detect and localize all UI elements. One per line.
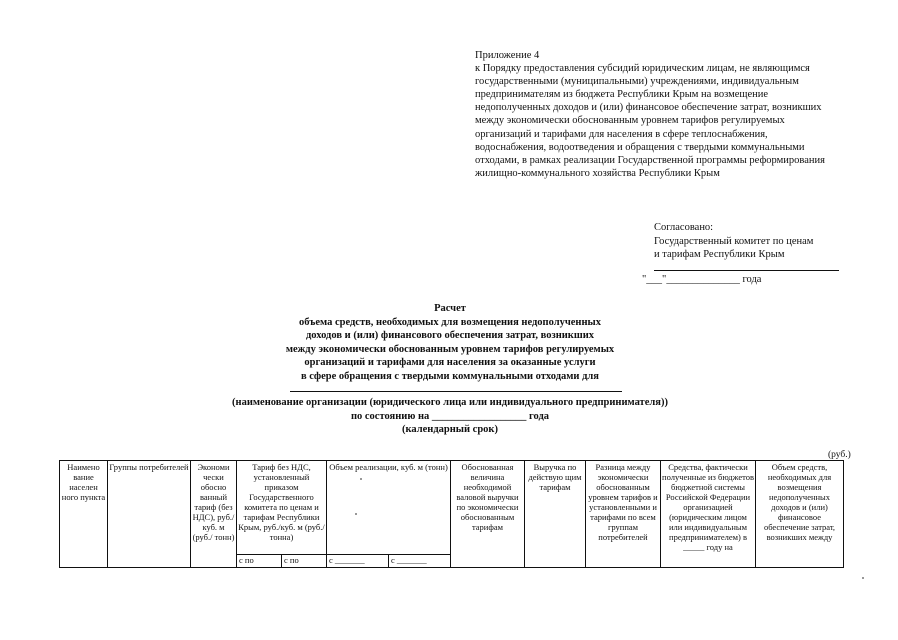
calculation-table	[59, 460, 844, 568]
approval-date-line: "___"______________ года	[642, 274, 762, 285]
annex-line: между экономически обоснованным уровнем тарифов регулируемых	[475, 115, 785, 127]
header-economic-tariff: Экономи чески обосно ванный тариф (без НДС), руб./куб. м (руб./ тонн)	[191, 461, 237, 568]
annex-block	[475, 49, 885, 180]
annex-line: отходами, в рамках реализации Государственной программы реформирования	[475, 154, 825, 166]
header-current-revenue: Выручка по действую щим тарифам	[525, 461, 586, 568]
organization-name-line	[290, 391, 622, 392]
annex-line: жилищно-коммунального хозяйства Республики Крым	[475, 167, 720, 179]
annex-line: недополученных доходов и (или) финансовое обеспечение затрат, возникших	[475, 102, 822, 114]
header-required-funds: Объем средств, необходимых для возмещения недополученных доходов и (или) финансовое обеспечение затрат, возникших между	[756, 461, 844, 568]
title-line: организаций и тарифами для населения за оказанные услуги	[304, 357, 596, 369]
subtitle-line: (календарный срок)	[402, 424, 498, 436]
title-line: доходов и (или) финансового обеспечения затрат, возникших	[305, 330, 595, 342]
document-title	[180, 302, 720, 384]
title-line: объема средств, необходимых для возмещения недополученных	[299, 316, 601, 328]
volume-period-cell: с _______	[389, 554, 451, 567]
title-line: в сфере обращения с твердыми коммунальными отходами для	[301, 370, 599, 382]
header-settlement: Наимено вание населен ного пункта	[60, 461, 108, 568]
scan-artifact	[355, 513, 357, 515]
header-budget-funds: Средства, фактически полученные из бюджетов бюджетной системы Российской Федерации организацией (юридическим лицом или индивидуальным предпринимателем) в _____ году на	[661, 461, 756, 568]
title-line: Расчет	[434, 303, 466, 314]
annex-line: организаций и тарифами для населения в сфере теплоснабжения,	[475, 128, 768, 140]
annex-line: Приложение 4	[475, 50, 540, 61]
annex-line: к Порядку предоставления субсидий юридическим лицам, не являющимся	[475, 63, 810, 75]
document-subtitle	[180, 396, 720, 437]
tariff-period-cell: с по	[237, 554, 282, 567]
annex-line: водоснабжения, водоотведения и обращения с твердыми коммунальными	[475, 141, 805, 153]
title-line: между экономически обоснованным уровнем тарифов регулируемых	[285, 343, 615, 355]
approval-block	[654, 221, 813, 262]
annex-line: предпринимателям из бюджета Республики Крым на возмещение	[475, 89, 769, 101]
header-tariff-difference: Разница между экономически обоснованным уровнем тарифов и установленными и тарифами по всем группам потребителей	[586, 461, 661, 568]
signature-line	[654, 270, 839, 271]
subtitle-line: (наименование организации (юридического лица или индивидуального предпринимателя))	[232, 397, 668, 408]
tariff-period-cell: с по	[282, 554, 327, 567]
volume-period-cell: с _______	[327, 554, 389, 567]
scan-artifact	[862, 577, 864, 579]
approval-line: и тарифам Республики Крым	[654, 249, 785, 260]
header-consumer-groups: Группы потребителей	[108, 461, 191, 568]
annex-line: государственными (муниципальными) учреждениями, индивидуальным	[475, 76, 799, 88]
currency-note: (руб.)	[828, 450, 851, 460]
scan-artifact	[360, 478, 362, 480]
header-sales-volume: Объем реализации, куб. м (тонн)	[327, 461, 451, 555]
approval-line: Государственный комитет по ценам	[654, 235, 814, 247]
header-set-tariff: Тариф без НДС, установленный приказом Государственного комитета по ценам и тарифам Республики Крым, руб./куб. м (руб./тонна)	[237, 461, 327, 555]
subtitle-line: по состоянию на __________________ года	[350, 410, 550, 422]
header-revenue-requirement: Обоснованная величина необходимой валовой выручки по экономически обоснованным тарифам	[451, 461, 525, 568]
approval-line: Согласовано:	[654, 222, 714, 233]
